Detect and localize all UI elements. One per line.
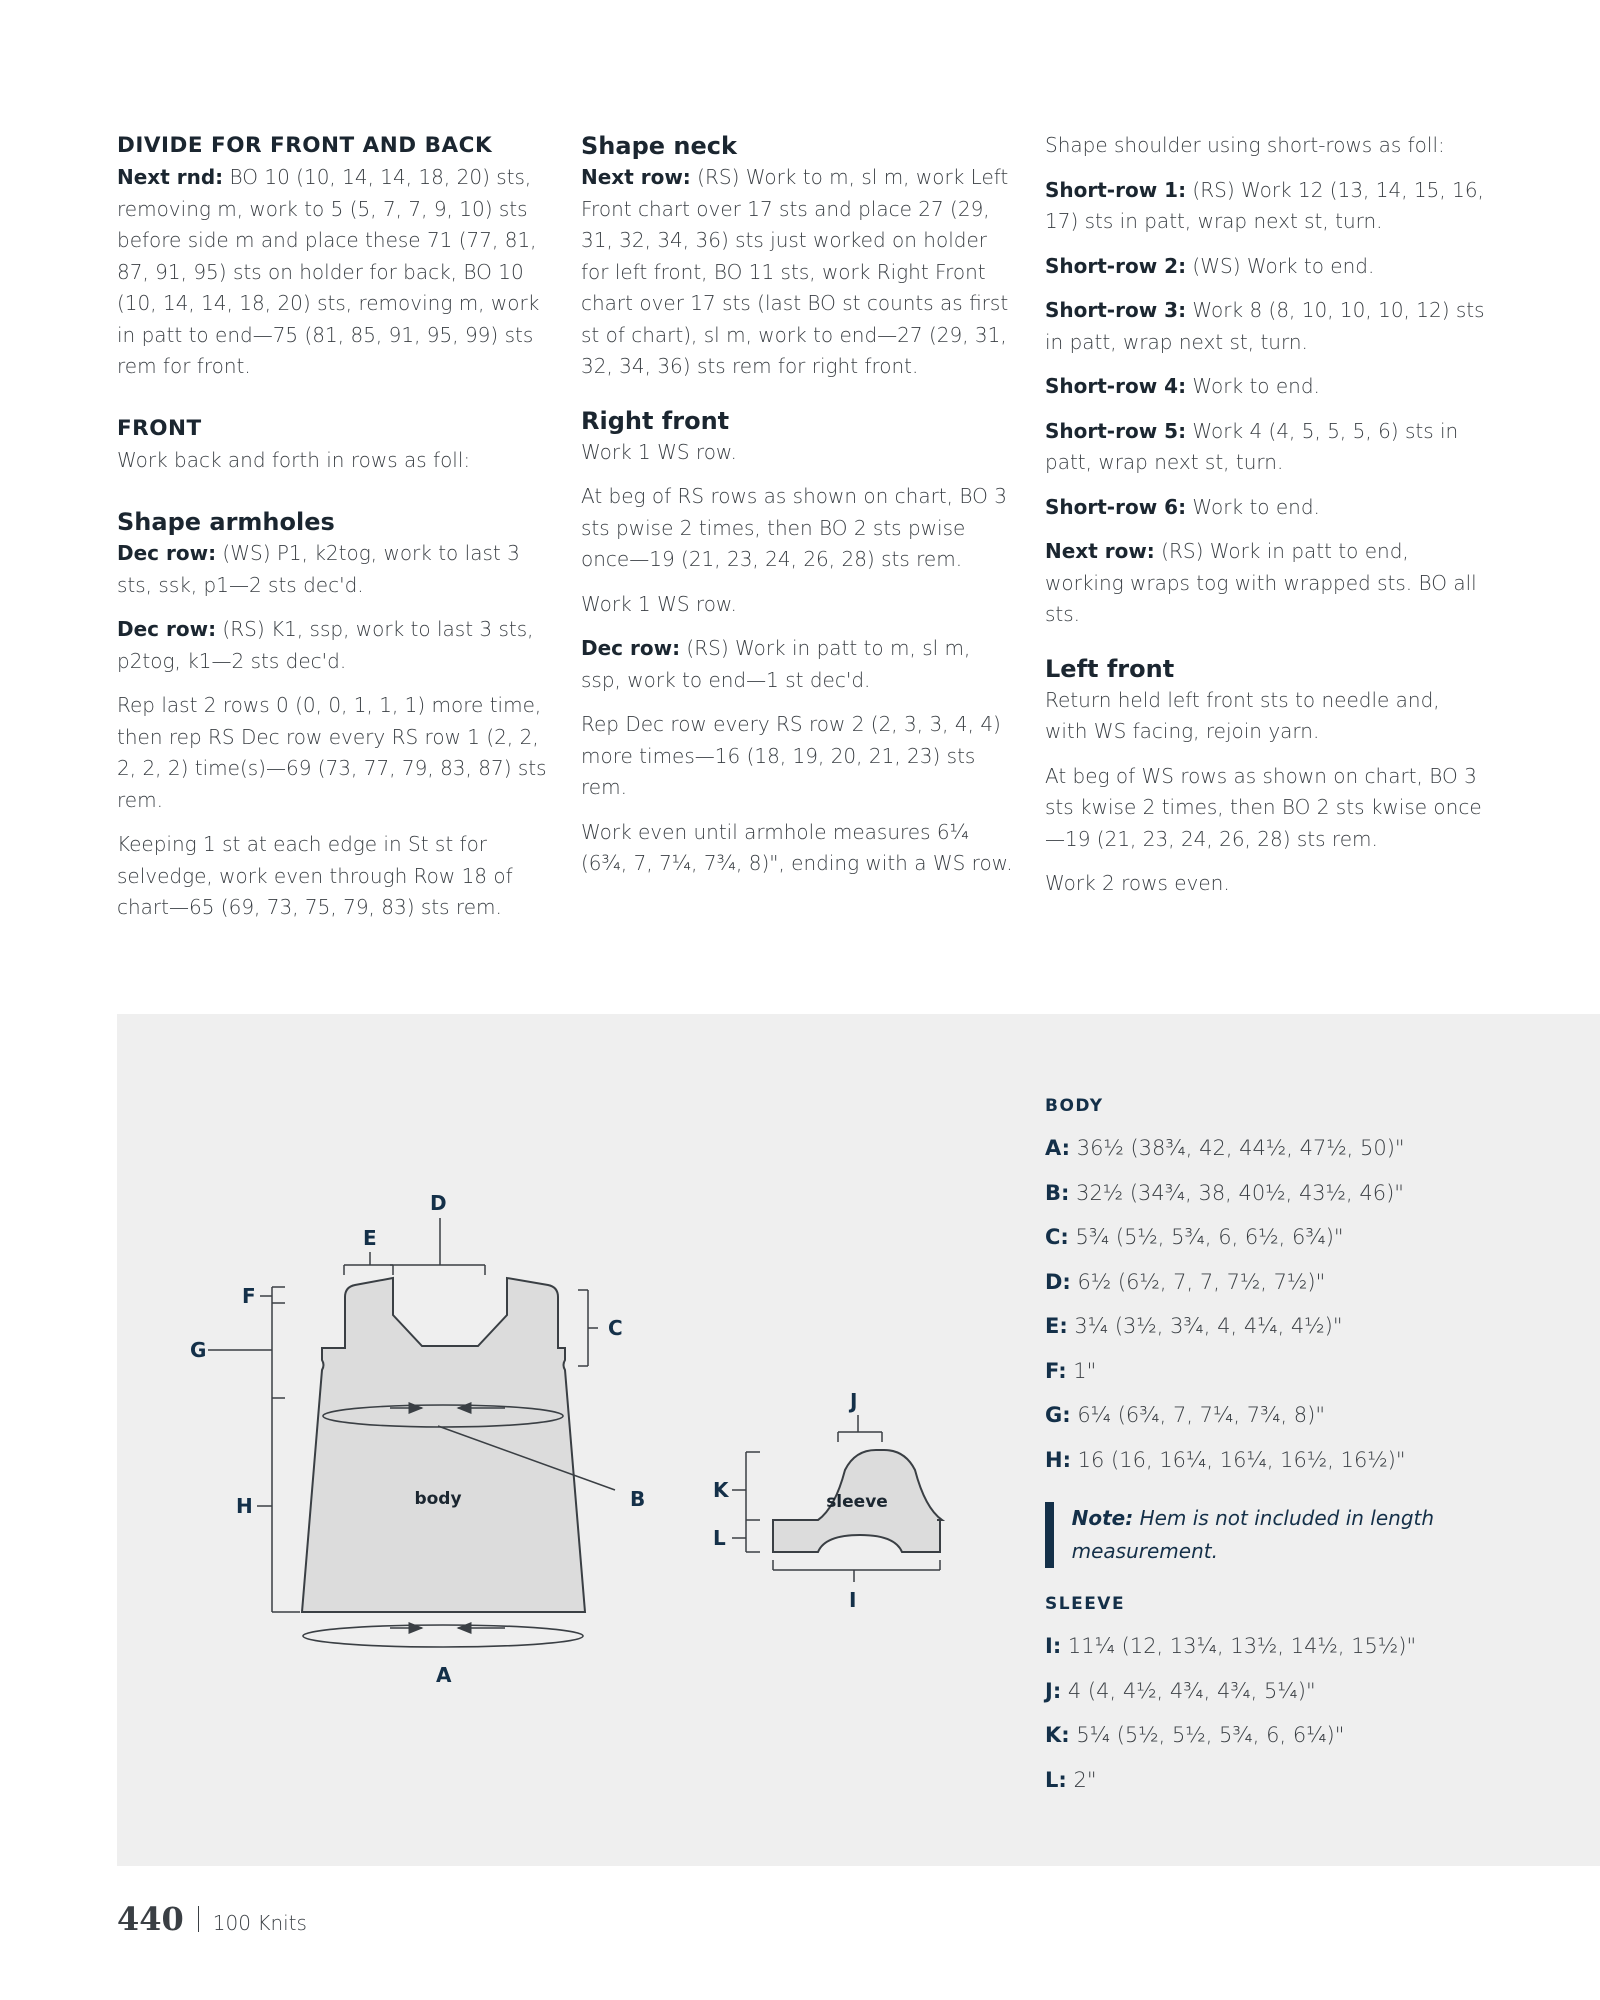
short-row-6-label: Short-row 6: bbox=[1045, 494, 1187, 519]
short-row-6-text: Work to end. bbox=[1186, 494, 1320, 519]
measure-g bbox=[1045, 1393, 1515, 1438]
dec-text-rs: (RS) K1, ssp, work to last 3 sts, p2tog, k1—2 sts dec'd. bbox=[117, 617, 534, 673]
short-row-2-label: Short-row 2: bbox=[1045, 253, 1187, 278]
short-row-4-text: Work to end. bbox=[1186, 374, 1320, 398]
measure-b-value: 32½ (34¾, 38, 40½, 43½, 46)" bbox=[1069, 1180, 1404, 1205]
letter-k: K bbox=[713, 1478, 729, 1502]
measure-e-key: E: bbox=[1045, 1314, 1068, 1338]
measure-i-key: I: bbox=[1045, 1634, 1062, 1658]
left-front-heading: Left front bbox=[1045, 654, 1175, 683]
measure-d bbox=[1045, 1260, 1515, 1305]
left-beg-paragraph: At beg of WS rows as shown on chart, BO 3 sts kwise 2 times, then BO 2 sts kwise once—19 (21, 23, 24, 26, 28) sts rem. bbox=[1045, 763, 1482, 851]
note-text bbox=[1072, 1502, 1515, 1568]
short-row-3-label: Short-row 3: bbox=[1045, 298, 1187, 322]
column-2 bbox=[581, 130, 1013, 880]
short-row-5-label: Short-row 5: bbox=[1045, 418, 1187, 443]
next-row-label: Next row: bbox=[1045, 539, 1155, 563]
hem-ellipse bbox=[303, 1625, 583, 1647]
short-row-5-text: Work 4 (4, 5, 5, 5, 6) sts in patt, wrap next st, turn. bbox=[1045, 418, 1459, 474]
letter-j: J bbox=[850, 1389, 858, 1413]
neck-text: (RS) Work to m, sl m, work Left Front chart over 17 sts and place 27 (29, 31, 32, 34, 36) sts just worked on holder for left front, BO 11 sts, work Right Front chart over 17 sts (last BO st counts as first st of chart), sl m, work to end—27 (29, 31, 32, 34, 36) sts rem for right front. bbox=[581, 165, 1009, 378]
letter-l: L bbox=[713, 1526, 726, 1550]
measurements bbox=[1045, 1092, 1515, 1802]
schematic-diagram bbox=[160, 1170, 960, 1730]
neck-heading: Shape neck bbox=[581, 132, 737, 160]
measure-a bbox=[1045, 1126, 1515, 1171]
measure-g-value: 6¼ (6¾, 7, 7¼, 7¾, 8)" bbox=[1070, 1403, 1326, 1427]
next-row-paragraph bbox=[1045, 536, 1485, 631]
body-heading: BODY bbox=[1045, 1096, 1104, 1116]
measure-a-key: A: bbox=[1045, 1136, 1071, 1160]
sleeve-label: sleeve bbox=[826, 1492, 888, 1512]
armholes-heading: Shape armholes bbox=[117, 508, 335, 536]
measure-j-value: 4 (4, 4½, 4¾, 4¾, 5¼)" bbox=[1061, 1678, 1316, 1703]
short-row-4 bbox=[1045, 371, 1485, 403]
right-dec-paragraph bbox=[581, 633, 1013, 696]
measure-h bbox=[1045, 1438, 1515, 1483]
letter-a: A bbox=[436, 1663, 452, 1687]
dec-label-ws: Dec row: bbox=[117, 541, 217, 565]
measure-j-key: J: bbox=[1045, 1678, 1062, 1703]
right-beg-paragraph: At beg of RS rows as shown on chart, BO 3 sts pwise 2 times, then BO 2 sts pwise once—19 (21, 23, 24, 26, 28) sts rem. bbox=[581, 484, 1007, 571]
measure-k-key: K: bbox=[1045, 1723, 1070, 1747]
note-body: Hem is not included in length measurement. bbox=[1071, 1506, 1435, 1563]
short-row-1-text: (RS) Work 12 (13, 14, 15, 16, 17) sts in patt, wrap next st, turn. bbox=[1045, 177, 1484, 233]
page-number: 440 bbox=[117, 1900, 184, 1938]
measure-k-value: 5¼ (5½, 5½, 5¾, 6, 6¼)" bbox=[1069, 1723, 1345, 1747]
front-heading: FRONT bbox=[117, 415, 202, 441]
letter-b: B bbox=[630, 1487, 646, 1511]
letter-e: E bbox=[363, 1226, 377, 1250]
footer-divider bbox=[198, 1906, 199, 1932]
measure-c-value: 5¾ (5½, 5¾, 6, 6½, 6¾)" bbox=[1068, 1225, 1344, 1249]
letter-f: F bbox=[242, 1284, 256, 1308]
note-bar bbox=[1045, 1502, 1054, 1568]
front-text: Work back and forth in rows as foll: bbox=[117, 447, 471, 472]
letter-i: I bbox=[849, 1588, 857, 1612]
measure-k bbox=[1045, 1713, 1515, 1758]
short-row-1-label: Short-row 1: bbox=[1045, 177, 1187, 202]
note-label: Note: bbox=[1071, 1506, 1134, 1530]
short-row-4-label: Short-row 4: bbox=[1045, 374, 1187, 398]
measure-a-value: 36½ (38¾, 42, 44½, 47½, 50)" bbox=[1070, 1136, 1405, 1160]
measure-e-value: 3¼ (3½, 3¾, 4, 4¼, 4½)" bbox=[1067, 1314, 1343, 1338]
neck-label: Next row: bbox=[581, 165, 691, 189]
ws-row-2: Work 1 WS row. bbox=[581, 591, 737, 616]
dec-label-rs: Dec row: bbox=[117, 617, 217, 641]
divide-text: BO 10 (10, 14, 14, 18, 20) sts, removing m, work to 5 (5, 7, 7, 9, 10) sts before side m and place these 71 (77, 81, 87, 91, 95) sts on holder for back, BO 10 (10, 14, 14, 18, 20) sts, removing m, work in patt to end—75 (81, 85, 91, 95, 99) sts rem for front. bbox=[117, 165, 540, 378]
measure-l bbox=[1045, 1758, 1515, 1803]
body-outline bbox=[302, 1278, 585, 1612]
right-dec-text: (RS) Work in patt to m, sl m, ssp, work to end—1 st dec'd. bbox=[581, 636, 971, 692]
measure-h-value: 16 (16, 16¼, 16¼, 16½, 16½)" bbox=[1070, 1447, 1406, 1472]
measure-l-key: L: bbox=[1045, 1767, 1067, 1792]
measure-c-key: C: bbox=[1045, 1225, 1069, 1249]
body-label: body bbox=[414, 1489, 462, 1509]
column-3 bbox=[1045, 130, 1485, 900]
divide-paragraph bbox=[117, 162, 549, 383]
short-row-2-text: (WS) Work to end. bbox=[1186, 253, 1375, 278]
column-1 bbox=[117, 130, 549, 924]
measure-f bbox=[1045, 1349, 1515, 1394]
short-row-3-text: Work 8 (8, 10, 10, 10, 12) sts in patt, wrap next st, turn. bbox=[1045, 298, 1485, 354]
measure-i bbox=[1045, 1624, 1515, 1669]
neck-paragraph bbox=[581, 162, 1013, 383]
measure-e bbox=[1045, 1304, 1515, 1349]
measure-f-key: F: bbox=[1045, 1358, 1067, 1383]
short-row-5 bbox=[1045, 416, 1485, 479]
keep-paragraph: Keeping 1 st at each edge in St st for selvedge, work even through Row 18 of chart—65 (69, 73, 75, 79, 83) sts rem. bbox=[117, 832, 513, 919]
dec-row-rs bbox=[117, 614, 549, 677]
book-title: 100 Knits bbox=[212, 1911, 307, 1935]
measure-d-key: D: bbox=[1045, 1269, 1071, 1294]
ws-row-1: Work 1 WS row. bbox=[581, 439, 737, 464]
rep-paragraph: Rep last 2 rows 0 (0, 0, 1, 1, 1) more time, then rep RS Dec row every RS row 1 (2, 2, 2, 2, 2) time(s)—69 (73, 77, 79, 83, 87) sts rem. bbox=[117, 693, 547, 812]
measure-d-value: 6½ (6½, 7, 7, 7½, 7½)" bbox=[1070, 1269, 1326, 1294]
letter-c: C bbox=[608, 1316, 623, 1340]
letter-d: D bbox=[430, 1191, 447, 1215]
sleeve-heading: SLEEVE bbox=[1045, 1594, 1126, 1614]
letter-h: H bbox=[236, 1494, 253, 1518]
short-row-3 bbox=[1045, 295, 1485, 358]
measure-j bbox=[1045, 1669, 1515, 1714]
left-return-paragraph: Return held left front sts to needle and, with WS facing, rejoin yarn. bbox=[1045, 687, 1440, 743]
measure-g-key: G: bbox=[1045, 1403, 1071, 1427]
dec-row-ws bbox=[117, 538, 549, 601]
right-rep-paragraph: Rep Dec row every RS row 2 (2, 3, 3, 4, 4) more times—16 (18, 19, 20, 21, 23) sts rem. bbox=[581, 712, 1001, 799]
right-dec-label: Dec row: bbox=[581, 636, 681, 660]
short-row-6 bbox=[1045, 492, 1485, 524]
short-row-2 bbox=[1045, 251, 1485, 283]
right-front-heading: Right front bbox=[581, 406, 730, 435]
right-even-paragraph: Work even until armhole measures 6¼ (6¾, 7, 7¼, 7¾, 8)", ending with a WS row. bbox=[581, 819, 1013, 875]
short-row-1 bbox=[1045, 175, 1485, 238]
divide-heading: DIVIDE FOR FRONT AND BACK bbox=[117, 133, 493, 158]
divide-label: Next rnd: bbox=[117, 165, 224, 189]
hem-note bbox=[1045, 1502, 1515, 1568]
left-even-paragraph: Work 2 rows even. bbox=[1045, 871, 1230, 895]
measure-c bbox=[1045, 1215, 1515, 1260]
page-footer bbox=[117, 1900, 307, 1938]
measure-i-value: 11¼ (12, 13¼, 13½, 14½, 15½)" bbox=[1061, 1634, 1417, 1658]
shoulder-intro: Shape shoulder using short-rows as foll: bbox=[1045, 133, 1445, 157]
letter-g: G bbox=[190, 1338, 207, 1362]
measure-b-key: B: bbox=[1045, 1180, 1070, 1205]
measure-h-key: H: bbox=[1045, 1447, 1071, 1472]
next-row-text: (RS) Work in patt to end, working wraps tog with wrapped sts. BO all sts. bbox=[1045, 539, 1477, 626]
measure-l-value: 2" bbox=[1066, 1767, 1097, 1792]
measure-b bbox=[1045, 1171, 1515, 1216]
measure-f-value: 1" bbox=[1066, 1358, 1097, 1383]
dec-text-ws: (WS) P1, k2tog, work to last 3 sts, ssk, p1—2 sts dec'd. bbox=[117, 541, 520, 597]
